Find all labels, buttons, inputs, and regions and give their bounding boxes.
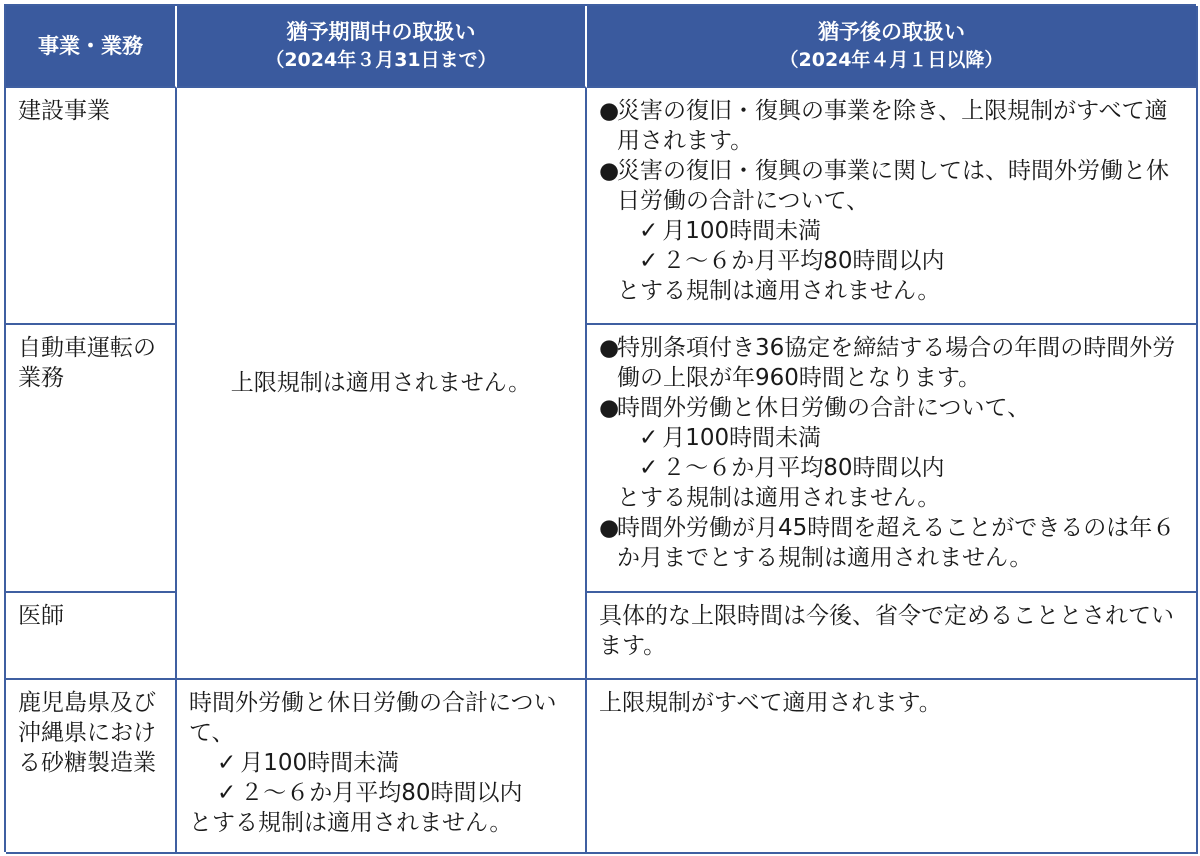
check-item — [599, 423, 1184, 453]
bullet-icon: ● — [599, 98, 620, 124]
check-item — [599, 246, 1184, 276]
check-text: 月100時間未満 — [240, 750, 400, 776]
header-after-grace-title: 猶予後の取扱い — [818, 20, 965, 44]
bullet-item — [599, 156, 1184, 216]
check-item — [189, 778, 573, 808]
header-after-grace-date: （2024年４月１日以降） — [779, 49, 1004, 71]
check-text: 月100時間未満 — [662, 425, 822, 451]
check-icon: ✓ — [217, 750, 237, 776]
check-text: ２～６か月平均80時間以内 — [240, 780, 523, 806]
bullet-icon: ● — [599, 395, 620, 421]
business-name: 自動車運転の業務 — [18, 335, 156, 391]
bullet-icon: ● — [599, 515, 620, 541]
after-text: 具体的な上限時間は今後、省令で定めることとされています。 — [599, 603, 1174, 659]
header-after-grace — [587, 6, 1198, 88]
check-text: 月100時間未満 — [662, 218, 822, 244]
rule-tail-text: とする規制は適用されません。 — [617, 278, 941, 304]
header-grace-period-date: （2024年３月31日まで） — [265, 49, 497, 71]
check-item — [599, 453, 1184, 483]
bullet-text: 特別条項付き36協定を締結する場合の年間の時間外労働の上限が年960時間となります。 — [617, 335, 1176, 391]
bullet-icon: ● — [599, 158, 620, 184]
check-text: ２～６か月平均80時間以内 — [662, 455, 945, 481]
check-icon: ✓ — [639, 425, 659, 451]
bullet-text: 災害の復旧・復興の事業を除き、上限規制がすべて適用されます。 — [617, 98, 1168, 154]
row-sugar-after — [587, 680, 1198, 854]
during-intro-text: 時間外労働と休日労働の合計について、 — [189, 690, 557, 746]
row-sugar-name — [6, 680, 177, 854]
grace-period-not-applied — [177, 88, 587, 680]
check-icon: ✓ — [217, 780, 237, 806]
bullet-icon: ● — [599, 335, 620, 361]
row-driving-name — [6, 325, 177, 593]
rule-tail-text: とする規制は適用されません。 — [189, 810, 513, 836]
check-item — [599, 216, 1184, 246]
check-icon: ✓ — [639, 455, 659, 481]
check-text: ２～６か月平均80時間以内 — [662, 248, 945, 274]
rule-tail-text: とする規制は適用されません。 — [617, 485, 941, 511]
bullet-item — [599, 393, 1184, 423]
header-grace-period — [177, 6, 587, 88]
header-grace-period-title: 猶予期間中の取扱い — [286, 20, 476, 44]
bullet-item — [599, 513, 1184, 573]
bullet-text: 災害の復旧・復興の事業に関しては、時間外労働と休日労働の合計について、 — [617, 158, 1169, 214]
row-construction-after — [587, 88, 1198, 325]
after-text: 上限規制がすべて適用されます。 — [599, 690, 942, 716]
bullet-text: 時間外労働が月45時間を超えることができるのは年６か月までとする規制は適用されません。 — [617, 515, 1176, 571]
check-item — [189, 748, 573, 778]
row-driving-after — [587, 325, 1198, 593]
bullet-item — [599, 333, 1184, 393]
check-icon: ✓ — [639, 248, 659, 274]
row-doctor-after — [587, 593, 1198, 680]
header-business-type — [6, 6, 177, 88]
check-icon: ✓ — [639, 218, 659, 244]
header-business-type-label: 事業・業務 — [38, 34, 143, 58]
bullet-text: 時間外労働と休日労働の合計について、 — [617, 395, 1031, 421]
business-name: 鹿児島県及び沖縄県における砂糖製造業 — [18, 690, 156, 776]
business-name: 医師 — [18, 603, 64, 629]
row-doctor-name — [6, 593, 177, 680]
business-name: 建設事業 — [18, 98, 110, 124]
grace-period-text: 上限規制は適用されません。 — [230, 370, 532, 396]
bullet-item — [599, 96, 1184, 156]
row-construction-name — [6, 88, 177, 325]
regulation-table — [4, 4, 1196, 852]
row-sugar-during — [177, 680, 587, 854]
